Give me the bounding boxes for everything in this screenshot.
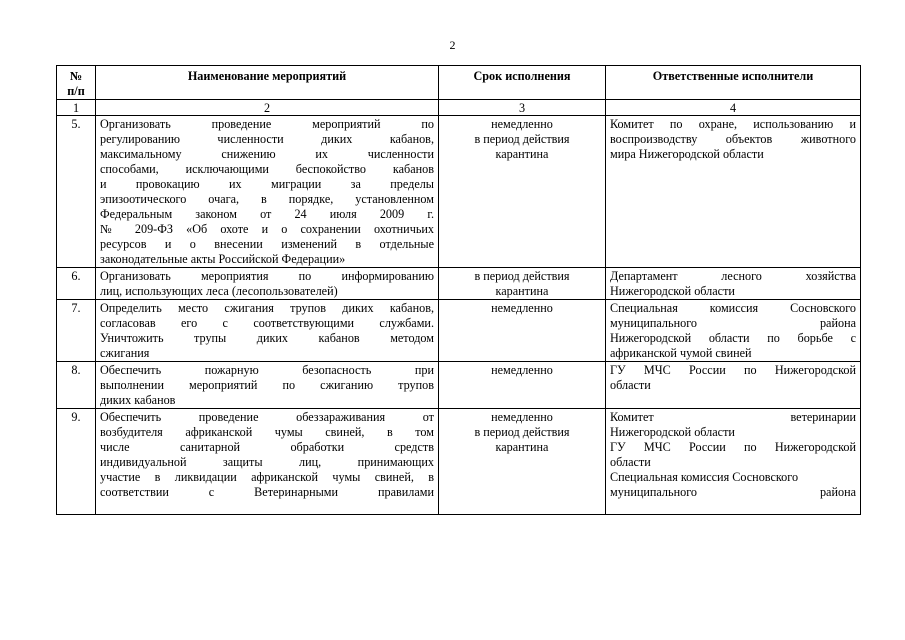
term	[439, 409, 606, 515]
text-line: и провокацию их миграции за пределы	[100, 177, 434, 191]
text-line: соответствии с Ветеринарными правилами	[100, 485, 434, 499]
header-responsible: Ответственные исполнители	[606, 66, 861, 100]
table-row	[57, 300, 861, 362]
term	[439, 116, 606, 268]
text-line: карантина	[495, 284, 549, 298]
text-line: числе санитарной обработки средств	[100, 440, 434, 454]
header-term: Срок исполнения	[439, 66, 606, 100]
text-line: Организовать мероприятия по информированию	[100, 269, 434, 283]
text-line: немедленно	[491, 363, 553, 377]
table-row	[57, 362, 861, 409]
text-line: Специальная комиссия Сосновского	[610, 301, 856, 315]
text-line: африканской чумой свиней	[610, 346, 752, 360]
responsible	[606, 409, 861, 515]
text-line: ресурсов и о внесении изменений в отдельные	[100, 237, 434, 251]
responsible	[606, 116, 861, 268]
text-line: муниципального района	[610, 316, 856, 330]
responsible	[606, 300, 861, 362]
column-number: 2	[96, 100, 439, 116]
term	[439, 300, 606, 362]
responsible	[606, 268, 861, 300]
text-line: немедленно	[491, 117, 553, 131]
text-line: Специальная комиссия Сосновского	[610, 470, 799, 484]
table-row	[57, 268, 861, 300]
text-line: в период действия	[474, 132, 570, 146]
text-line: области	[610, 455, 651, 469]
page-number: 2	[449, 38, 456, 52]
text-line: немедленно	[491, 410, 553, 424]
table-row	[57, 116, 861, 268]
measures-table	[56, 65, 861, 515]
text-line: мира Нижегородской области	[610, 147, 764, 161]
text-line: законодательные акты Российской Федерации»	[100, 252, 346, 266]
header-no: № п/п	[57, 66, 96, 100]
text-line: эпизоотического очага, в порядке, установленном	[100, 192, 434, 206]
column-number: 4	[606, 100, 861, 116]
text-line: Нижегородской области	[610, 284, 735, 298]
text-line: ГУ МЧС России по Нижегородской	[610, 363, 856, 377]
text-line: Нижегородской области по борьбе с	[610, 331, 856, 345]
measure-name	[96, 268, 439, 300]
text-line: Нижегородской области	[610, 425, 735, 439]
column-number: 3	[439, 100, 606, 116]
text-line: регулированию численности диких кабанов,	[100, 132, 434, 146]
text-line: выполнении мероприятий по сжиганию трупов	[100, 378, 434, 392]
text-line: диких кабанов	[100, 393, 176, 407]
text-line: Департамент лесного хозяйства	[610, 269, 856, 283]
text-line: согласовав его с соответствующими службами.	[100, 316, 434, 330]
text-line: участие в ликвидации африканской чумы свиней, в	[100, 470, 434, 484]
text-line: Федеральным законом от 24 июля 2009 г.	[100, 207, 434, 221]
text-line: Организовать проведение мероприятий по	[100, 117, 434, 131]
text-line: карантина	[495, 440, 549, 454]
text-line: воспроизводству объектов животного	[610, 132, 856, 146]
term	[439, 362, 606, 409]
text-line: способами, исключающими беспокойство кабанов	[100, 162, 434, 176]
text-line: Комитет ветеринарии	[610, 410, 856, 424]
text-line: Комитет по охране, использованию и	[610, 117, 856, 131]
table-header-row	[57, 66, 861, 100]
row-number: 6.	[57, 268, 96, 300]
table-row	[57, 409, 861, 515]
measure-name	[96, 409, 439, 515]
column-number: 1	[57, 100, 96, 116]
row-number: 8.	[57, 362, 96, 409]
responsible	[606, 362, 861, 409]
term	[439, 268, 606, 300]
row-number: 7.	[57, 300, 96, 362]
text-line: Обеспечить проведение обеззараживания от	[100, 410, 434, 424]
text-line: лиц, использующих леса (лесопользователей)	[100, 284, 338, 298]
text-line: в период действия	[474, 269, 570, 283]
text-line: Определить место сжигания трупов диких кабанов,	[100, 301, 434, 315]
text-line: области	[610, 378, 651, 392]
text-line: в период действия	[474, 425, 570, 439]
row-number: 5.	[57, 116, 96, 268]
text-line: № 209-ФЗ «Об охоте и о сохранении охотничьих	[100, 222, 434, 236]
text-line: ГУ МЧС России по Нижегородской	[610, 440, 856, 454]
text-line: немедленно	[491, 301, 553, 315]
column-number-row	[57, 100, 861, 116]
header-name: Наименование мероприятий	[96, 66, 439, 100]
text-line: Обеспечить пожарную безопасность при	[100, 363, 434, 377]
measure-name	[96, 116, 439, 268]
text-line: карантина	[495, 147, 549, 161]
row-number: 9.	[57, 409, 96, 515]
text-line: муниципального района	[610, 485, 856, 499]
text-line: Уничтожить трупы диких кабанов методом	[100, 331, 434, 345]
text-line: индивидуальной защиты лиц, принимающих	[100, 455, 434, 469]
measure-name	[96, 300, 439, 362]
text-line: сжигания	[100, 346, 150, 360]
text-line: возбудителя африканской чумы свиней, в том	[100, 425, 434, 439]
text-line: максимальному снижению их численности	[100, 147, 434, 161]
measure-name	[96, 362, 439, 409]
